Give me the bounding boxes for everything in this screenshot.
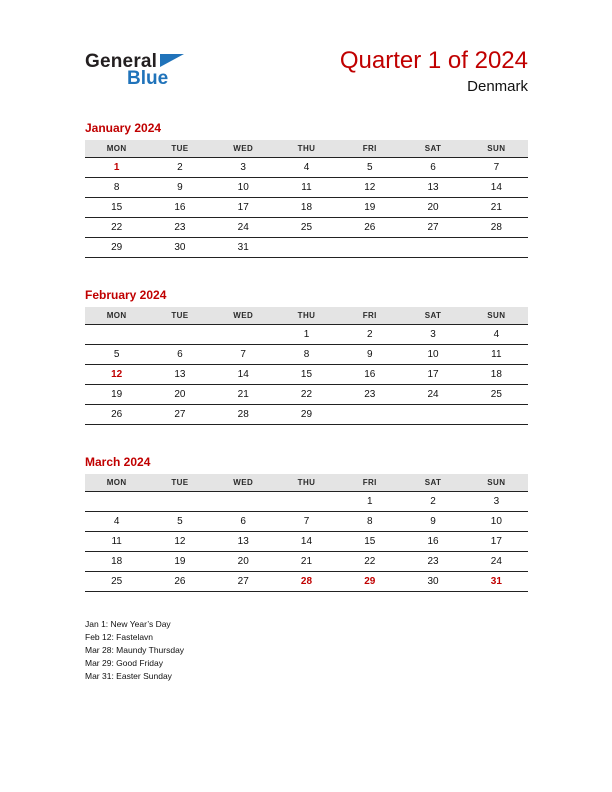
day-cell: 1 [338, 492, 401, 512]
day-cell: 8 [275, 345, 338, 365]
day-cell: 26 [148, 572, 211, 592]
day-cell: 27 [148, 405, 211, 425]
weekday-header: TUE [148, 474, 211, 492]
month-january-2024 [85, 121, 528, 258]
day-cell: 13 [212, 532, 275, 552]
day-cell: 5 [148, 512, 211, 532]
weekday-header: THU [275, 307, 338, 325]
day-cell: 12 [338, 178, 401, 198]
weekday-header: WED [212, 307, 275, 325]
weekday-header: SUN [465, 307, 528, 325]
day-cell: 1 [85, 158, 148, 178]
day-cell [85, 492, 148, 512]
month-title: January 2024 [85, 121, 162, 136]
weekday-header: THU [275, 140, 338, 158]
day-cell: 11 [275, 178, 338, 198]
day-cell: 5 [85, 345, 148, 365]
day-cell: 14 [465, 178, 528, 198]
week-row [85, 198, 528, 218]
day-cell: 27 [401, 218, 464, 238]
day-cell: 2 [338, 325, 401, 345]
week-row [85, 345, 528, 365]
day-cell: 20 [212, 552, 275, 572]
day-cell: 6 [148, 345, 211, 365]
day-cell: 5 [338, 158, 401, 178]
day-cell [401, 238, 464, 258]
weekday-header: SAT [401, 307, 464, 325]
holiday-entry: Mar 28: Maundy Thursday [85, 645, 185, 656]
day-cell: 11 [465, 345, 528, 365]
day-cell [275, 238, 338, 258]
day-cell: 3 [212, 158, 275, 178]
week-row [85, 158, 528, 178]
week-row [85, 385, 528, 405]
day-cell: 17 [212, 198, 275, 218]
day-cell: 18 [465, 365, 528, 385]
day-cell: 15 [275, 365, 338, 385]
day-cell: 21 [275, 552, 338, 572]
day-cell: 28 [212, 405, 275, 425]
day-cell: 10 [401, 345, 464, 365]
month-february-2024 [85, 288, 528, 425]
page-header [85, 48, 528, 95]
country-label: Denmark [467, 78, 528, 96]
day-cell [338, 405, 401, 425]
day-cell: 24 [465, 552, 528, 572]
months-container [85, 121, 528, 592]
weekday-header: SUN [465, 140, 528, 158]
weekday-header: SUN [465, 474, 528, 492]
day-cell [148, 492, 211, 512]
day-cell [465, 238, 528, 258]
day-cell: 9 [401, 512, 464, 532]
day-cell: 20 [401, 198, 464, 218]
weekday-header: MON [85, 140, 148, 158]
day-cell: 25 [465, 385, 528, 405]
weekday-header: FRI [338, 474, 401, 492]
week-row [85, 492, 528, 512]
holiday-list [85, 618, 528, 683]
week-row [85, 572, 528, 592]
day-cell: 6 [401, 158, 464, 178]
day-cell: 12 [148, 532, 211, 552]
weekday-header: FRI [338, 307, 401, 325]
day-cell: 7 [275, 512, 338, 532]
day-cell: 14 [275, 532, 338, 552]
logo-flag-icon [160, 54, 184, 67]
weekday-header: FRI [338, 140, 401, 158]
day-cell [212, 325, 275, 345]
day-cell: 26 [338, 218, 401, 238]
day-cell: 2 [148, 158, 211, 178]
day-cell: 23 [338, 385, 401, 405]
day-cell: 19 [148, 552, 211, 572]
day-cell: 15 [338, 532, 401, 552]
logo-text-general: General [85, 51, 158, 72]
day-cell: 19 [338, 198, 401, 218]
week-row [85, 325, 528, 345]
week-row [85, 365, 528, 385]
week-row [85, 512, 528, 532]
day-cell: 31 [465, 572, 528, 592]
day-cell [465, 405, 528, 425]
day-cell: 25 [85, 572, 148, 592]
holiday-entry: Mar 29: Good Friday [85, 658, 163, 669]
weekday-header: SAT [401, 140, 464, 158]
month-table [85, 140, 528, 258]
day-cell: 28 [465, 218, 528, 238]
day-cell: 29 [85, 238, 148, 258]
day-cell: 7 [465, 158, 528, 178]
day-cell: 13 [401, 178, 464, 198]
day-cell: 28 [275, 572, 338, 592]
day-cell: 21 [212, 385, 275, 405]
day-cell: 29 [275, 405, 338, 425]
logo-text-blue: Blue [127, 68, 169, 89]
day-cell: 31 [212, 238, 275, 258]
day-cell: 14 [212, 365, 275, 385]
week-row [85, 178, 528, 198]
page-title: Quarter 1 of 2024 [339, 47, 528, 74]
week-row [85, 532, 528, 552]
day-cell: 6 [212, 512, 275, 532]
day-cell: 11 [85, 532, 148, 552]
day-cell: 17 [401, 365, 464, 385]
week-row [85, 552, 528, 572]
day-cell: 23 [401, 552, 464, 572]
month-table [85, 474, 528, 592]
day-cell: 25 [275, 218, 338, 238]
month-table [85, 307, 528, 425]
title-block [340, 48, 528, 95]
day-cell: 30 [401, 572, 464, 592]
day-cell: 22 [338, 552, 401, 572]
day-cell [338, 238, 401, 258]
day-cell: 10 [212, 178, 275, 198]
weekday-header: WED [212, 474, 275, 492]
day-cell [275, 492, 338, 512]
day-cell: 1 [275, 325, 338, 345]
day-cell: 7 [212, 345, 275, 365]
day-cell: 16 [148, 198, 211, 218]
weekday-header: THU [275, 474, 338, 492]
weekday-header: MON [85, 474, 148, 492]
day-cell: 2 [401, 492, 464, 512]
day-cell: 4 [275, 158, 338, 178]
day-cell [85, 325, 148, 345]
day-cell: 23 [148, 218, 211, 238]
page-content [85, 48, 528, 683]
day-cell: 29 [338, 572, 401, 592]
weekday-header: TUE [148, 140, 211, 158]
day-cell: 20 [148, 385, 211, 405]
weekday-header: SAT [401, 474, 464, 492]
day-cell [401, 405, 464, 425]
day-cell: 15 [85, 198, 148, 218]
day-cell: 3 [465, 492, 528, 512]
day-cell: 21 [465, 198, 528, 218]
day-cell: 22 [85, 218, 148, 238]
holiday-entry: Jan 1: New Year’s Day [85, 619, 171, 630]
day-cell: 8 [85, 178, 148, 198]
day-cell [212, 492, 275, 512]
month-march-2024 [85, 455, 528, 592]
day-cell: 9 [148, 178, 211, 198]
day-cell: 26 [85, 405, 148, 425]
week-row [85, 238, 528, 258]
day-cell: 18 [85, 552, 148, 572]
day-cell: 8 [338, 512, 401, 532]
day-cell: 9 [338, 345, 401, 365]
day-cell: 17 [465, 532, 528, 552]
weekday-header: WED [212, 140, 275, 158]
day-cell: 4 [85, 512, 148, 532]
day-cell: 30 [148, 238, 211, 258]
weekday-header: TUE [148, 307, 211, 325]
day-cell: 16 [338, 365, 401, 385]
day-cell: 24 [212, 218, 275, 238]
month-title: March 2024 [85, 455, 151, 470]
month-title: February 2024 [85, 288, 167, 303]
day-cell: 24 [401, 385, 464, 405]
general-blue-logo [85, 48, 184, 88]
day-cell: 3 [401, 325, 464, 345]
day-cell: 12 [85, 365, 148, 385]
day-cell: 18 [275, 198, 338, 218]
day-cell: 22 [275, 385, 338, 405]
week-row [85, 218, 528, 238]
day-cell: 19 [85, 385, 148, 405]
weekday-header: MON [85, 307, 148, 325]
day-cell: 4 [465, 325, 528, 345]
holiday-entry: Mar 31: Easter Sunday [85, 671, 172, 682]
week-row [85, 405, 528, 425]
holiday-entry: Feb 12: Fastelavn [85, 632, 154, 643]
day-cell [148, 325, 211, 345]
day-cell: 27 [212, 572, 275, 592]
day-cell: 16 [401, 532, 464, 552]
day-cell: 10 [465, 512, 528, 532]
day-cell: 13 [148, 365, 211, 385]
